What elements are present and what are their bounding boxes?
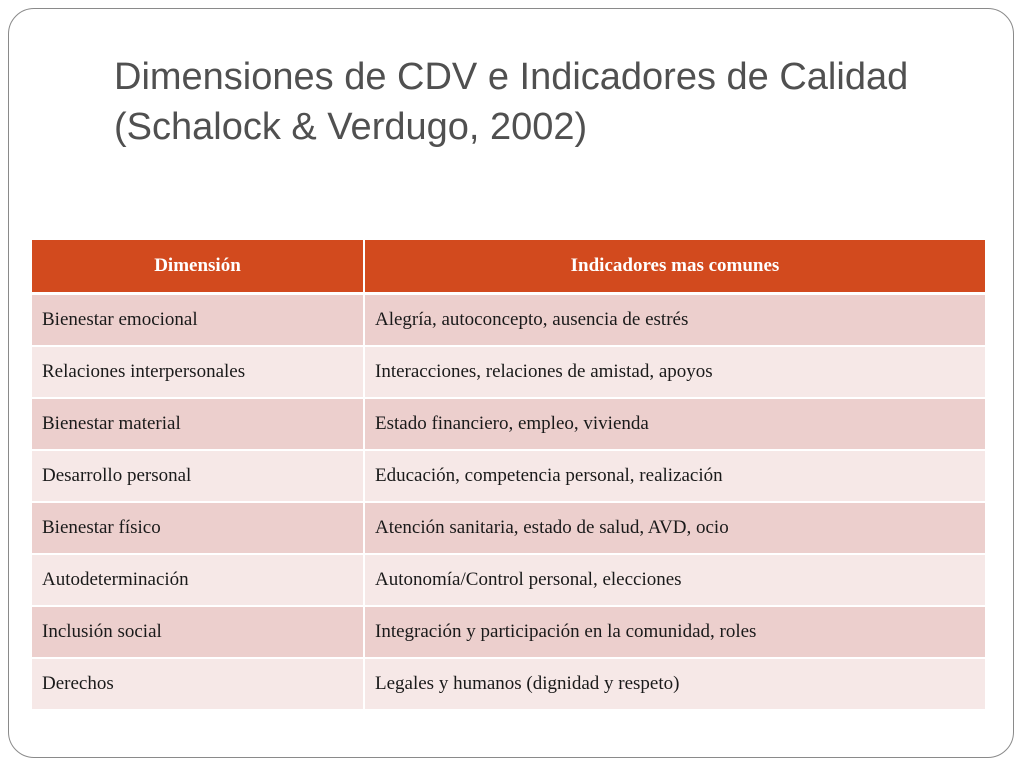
table-row (32, 606, 985, 658)
dimension-cell: Bienestar emocional (32, 294, 364, 347)
dimension-cell: Relaciones interpersonales (32, 346, 364, 398)
indicators-cell: Integración y participación en la comunidad, roles (364, 606, 985, 658)
dimension-cell: Derechos (32, 658, 364, 710)
table-row (32, 450, 985, 502)
indicators-cell: Autonomía/Control personal, elecciones (364, 554, 985, 606)
quality-indicators-table (32, 240, 985, 711)
slide-title-line-2: (Schalock & Verdugo, 2002) (114, 106, 588, 148)
indicators-cell: Estado financiero, empleo, vivienda (364, 398, 985, 450)
indicators-cell: Interacciones, relaciones de amistad, apoyos (364, 346, 985, 398)
table-row (32, 554, 985, 606)
column-header-dimension: Dimensión (32, 240, 364, 294)
dimension-cell: Autodeterminación (32, 554, 364, 606)
dimension-cell: Bienestar físico (32, 502, 364, 554)
dimension-cell: Inclusión social (32, 606, 364, 658)
indicators-cell: Educación, competencia personal, realización (364, 450, 985, 502)
indicators-cell: Atención sanitaria, estado de salud, AVD, ocio (364, 502, 985, 554)
table-row (32, 294, 985, 347)
column-header-indicators: Indicadores mas comunes (364, 240, 985, 294)
slide-title (114, 52, 974, 152)
table-row (32, 398, 985, 450)
table-row (32, 346, 985, 398)
indicators-cell: Alegría, autoconcepto, ausencia de estrés (364, 294, 985, 347)
dimension-cell: Desarrollo personal (32, 450, 364, 502)
indicators-cell: Legales y humanos (dignidad y respeto) (364, 658, 985, 710)
table-header-row (32, 240, 985, 294)
table-row (32, 658, 985, 710)
slide-title-line-1: Dimensiones de CDV e Indicadores de Calidad (114, 56, 909, 98)
dimension-cell: Bienestar material (32, 398, 364, 450)
table-row (32, 502, 985, 554)
